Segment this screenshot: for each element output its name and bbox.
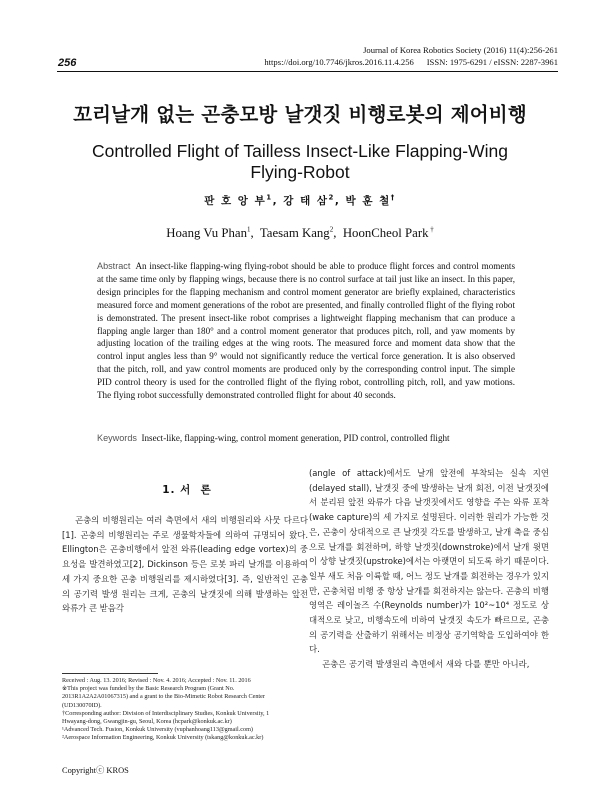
footnote-received: Received : Aug. 13. 2016; Revised : Nov. 4. 2016; Accepted : Nov. 11. 2016: [62, 677, 251, 684]
author-en-3: HoonCheol Park †: [342, 225, 434, 240]
korean-title: 꼬리날개 없는 곤충모방 날갯짓 비행로봇의 제어비행: [73, 103, 527, 126]
intro-paragraph-2: 곤충은 공기력 발생원리 측면에서 새와 다를 뿐만 아니라,: [322, 659, 530, 670]
keywords-label: Keywords: [97, 433, 137, 443]
journal-meta: [264, 44, 558, 68]
english-title: Controlled Flight of Tailless Insect-Like Flapping-Wing Flying-Robot: [92, 141, 508, 182]
abstract-text: An insect-like flapping-wing flying-robot should be able to produce flight forces and control moments at the same time only by flapping wings, because there is no control surface at tail just like an insect. In this paper, design principles for the flapping mechanism and control moment generator are briefly explained, characteristics measured force and moment generations of the robot are presented, and finally controlled flight of the flying robot is demonstrated. The present insect-like robot comprises a lightweight flapping mechanism that can produce a flapping angle larger than 180° and a control moment generator that produces pitch, roll, and yaw moments by adjusting location of the trailing edges at the wing roots. The measured force and moment data show that the control input angles less than 9° would not significantly reduce the vertical force generation. It is also observed that the pitch, roll, and yaw control moments are produced only by the corresponding control input. The simple PID control theory is used for the controlled flight of the flying robot, controlling pitch, roll, and yaw motions. The flying robot successfully demonstrated controlled flight for about 40 seconds.: [97, 261, 515, 401]
section-heading-introduction: 1. 서 론: [162, 484, 212, 496]
english-authors: [0, 226, 600, 241]
intro-paragraph-1: 곤충의 비행원리는 여러 측면에서 새의 비행원리와 사뭇 다르다[1]. 곤충의 비행원리는 주로 생물학자들에 의하여 규명되어 왔다. Ellington은 곤충비행에서 앞전 와류(leading edge vortex)의 중요성을 발견하였고[2], Dickinson 등은 로봇 파리 날개를 이용하여 세 가지 중요한 곤충 비행원리를 제시하였다[3]. 즉, 일반적인 곤충의 공기력 발생 원리는 크게, 곤충의 날갯짓에 의해 발생하는 앞전 와류가 큰 받음각: [62, 515, 308, 614]
footnotes: [62, 677, 296, 743]
abstract-label: Abstract: [97, 261, 131, 271]
keywords: [97, 432, 515, 445]
copyright: Copyrightⓒ KROS: [62, 766, 129, 775]
footnote-author-1: ¹Advanced Tech. Fusion, Konkuk University (vuphanhoang113@gmail.com): [62, 726, 253, 734]
footnote-corresponding: †Corresponding author: Division of Interdisciplinary Studies, Konkuk University, 1 Hwayang-dong, Gwangjin-gu, Seoul, Korea (hcpark@konkuk.ac.kr): [62, 709, 270, 726]
right-column: [309, 466, 549, 672]
doi-issn-line: https://doi.org/10.7746/jkros.2016.11.4.256 ISSN: 1975-6291 / eISSN: 2287-3961: [264, 57, 558, 67]
author-en-2: Taesam Kang$^2$,: [259, 225, 343, 240]
author-ko-3: 박 훈 철†: [345, 193, 396, 207]
author-ko-2: 강 태 삼$^2$,: [283, 193, 346, 207]
author-en-1: Hoang Vu Phan$^1$,: [166, 225, 260, 240]
intro-paragraph-1-continued: (angle of attack)에서도 날개 앞전에 부착되는 실속 지연(delayed stall), 날갯짓 중에 발생하는 날개 회전, 이전 날갯짓에서 분리된 앞전 와류가 다음 날갯짓에서도 영향을 주는 와류 포착(wake capture)의 세 가지로 설명된다. 이러한 원리가 가능한 것은, 곤충이 상대적으로 큰 날갯짓 각도를 발생하고, 날개 축을 중심으로 날개를 회전하며, 하향 날갯짓(downstroke)에서 날개 윗면이 상향 날갯짓(upstroke)에서는 아랫면이 되도록 하기 때문이다. 일부 새도 처음 이륙할 때, 어느 정도 날개를 회전하는 경우가 있지만, 곤충처럼 비행 중 항상 날개를 회전하지는 않는다. 곤충의 비행영역은 레이놀즈 수(Reynolds number)가 10²~10⁴ 정도로 상대적으로 낮고, 비행속도에 비하여 날갯짓 속도가 빠르므로, 곤충의 공기력을 산출하기 위해서는 비정상 공기역학을 도입하여야 한다.: [309, 468, 549, 655]
left-column: [62, 513, 308, 616]
korean-authors: [0, 193, 600, 208]
journal-citation: Journal of Korea Robotics Society (2016) 11(4):256-261: [363, 45, 558, 55]
footnote-rule: [62, 673, 158, 674]
author-ko-1: 판 호 앙 부$^1$,: [204, 193, 284, 207]
header-rule: [57, 71, 558, 72]
abstract: [97, 260, 515, 402]
keywords-text: Insect-like, flapping-wing, control moment generation, PID control, controlled flight: [141, 433, 450, 443]
page-number: 256: [58, 57, 77, 69]
footnote-funding: ※This project was funded by the Basic Research Program (Grant No. 2013R1A2A2A01067315) and a grant to the Bio-Mimetic Robot Research Center (UD130070ID).: [62, 685, 265, 709]
footnote-author-2: ²Aerospace Information Engineering, Konkuk University (tskang@konkuk.ac.kr): [62, 734, 264, 742]
